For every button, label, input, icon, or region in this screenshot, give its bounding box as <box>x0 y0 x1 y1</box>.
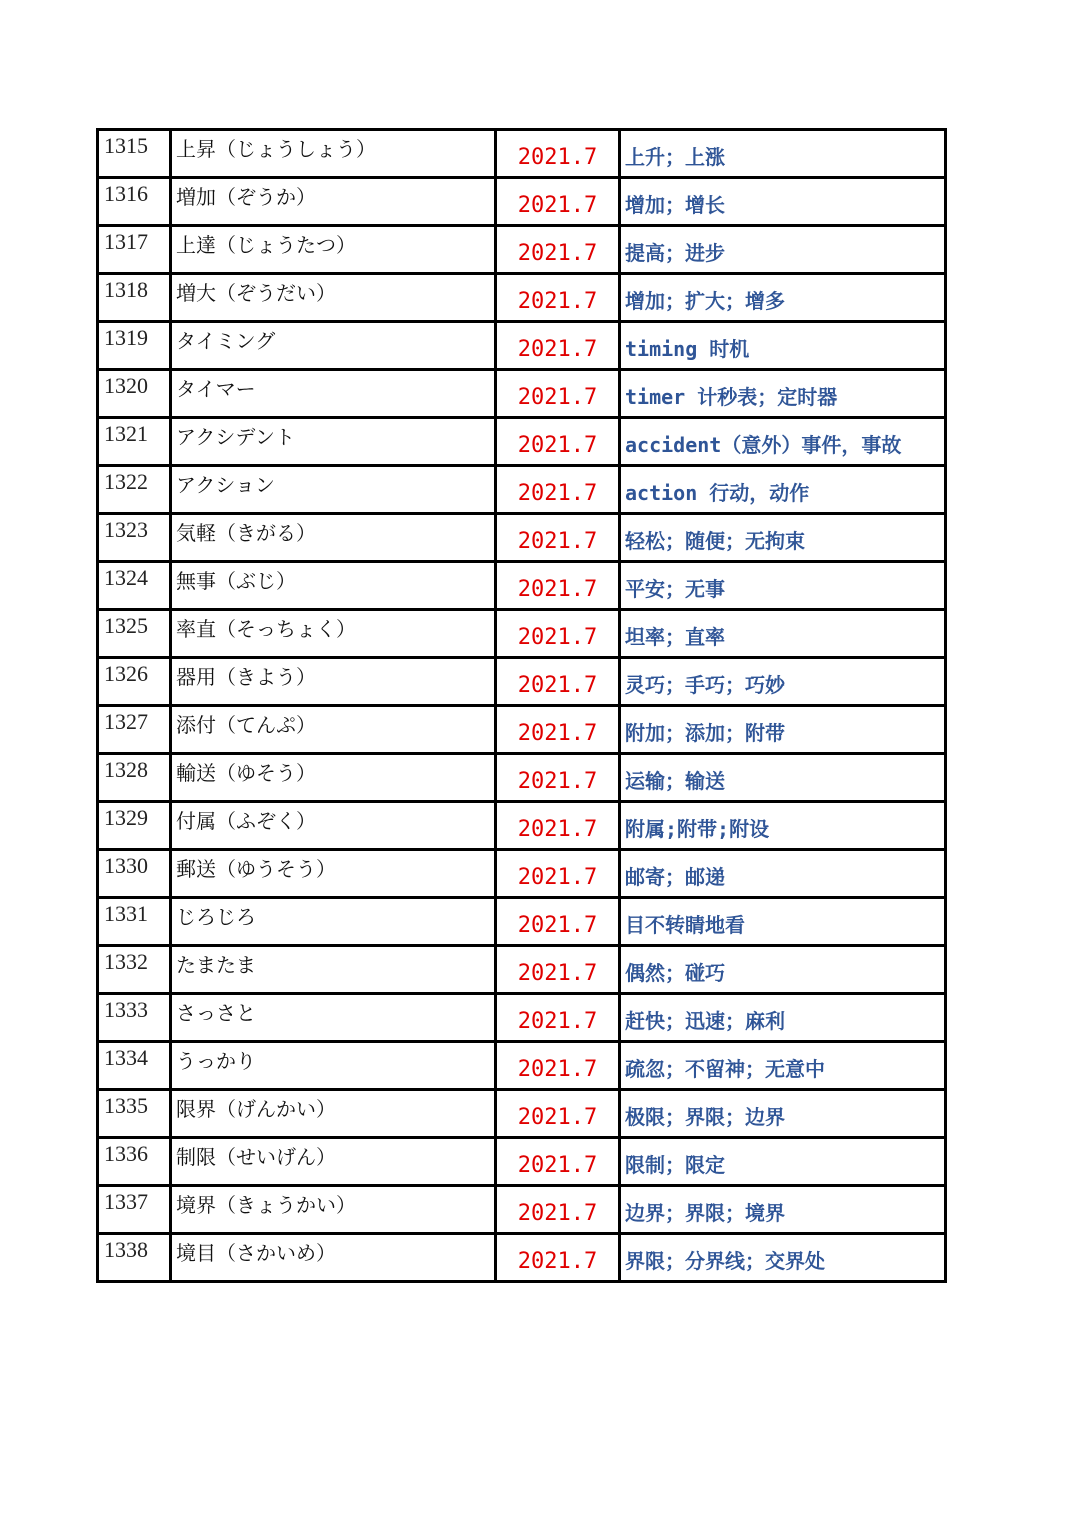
table-row <box>98 226 946 274</box>
japanese-word: 無事（ぶじ） <box>171 562 496 610</box>
japanese-word: タイマー <box>171 370 496 418</box>
chinese-meaning: 平安；无事 <box>620 562 946 610</box>
chinese-meaning: 极限；界限；边界 <box>620 1090 946 1138</box>
chinese-meaning: timing 时机 <box>620 322 946 370</box>
japanese-word: アクション <box>171 466 496 514</box>
japanese-word: 上達（じょうたつ） <box>171 226 496 274</box>
chinese-meaning: 偶然；碰巧 <box>620 946 946 994</box>
date-added: 2021.7 <box>496 274 620 322</box>
date-added: 2021.7 <box>496 946 620 994</box>
table-row <box>98 322 946 370</box>
table-row <box>98 898 946 946</box>
date-added: 2021.7 <box>496 1090 620 1138</box>
chinese-meaning: action 行动，动作 <box>620 466 946 514</box>
date-added: 2021.7 <box>496 802 620 850</box>
chinese-meaning: timer 计秒表；定时器 <box>620 370 946 418</box>
table-row <box>98 274 946 322</box>
table-row <box>98 130 946 178</box>
chinese-meaning: 附属;附带;附设 <box>620 802 946 850</box>
chinese-meaning: 邮寄；邮递 <box>620 850 946 898</box>
entry-number: 1336 <box>98 1138 171 1186</box>
chinese-meaning: 赶快；迅速；麻利 <box>620 994 946 1042</box>
date-added: 2021.7 <box>496 850 620 898</box>
japanese-word: 輸送（ゆそう） <box>171 754 496 802</box>
date-added: 2021.7 <box>496 514 620 562</box>
chinese-meaning: 运输；输送 <box>620 754 946 802</box>
japanese-word: タイミング <box>171 322 496 370</box>
table-row <box>98 802 946 850</box>
entry-number: 1324 <box>98 562 171 610</box>
entry-number: 1330 <box>98 850 171 898</box>
chinese-meaning: accident（意外）事件，事故 <box>620 418 946 466</box>
entry-number: 1337 <box>98 1186 171 1234</box>
japanese-word: たまたま <box>171 946 496 994</box>
chinese-meaning: 轻松；随便；无拘束 <box>620 514 946 562</box>
japanese-word: 付属（ふぞく） <box>171 802 496 850</box>
chinese-meaning: 目不转睛地看 <box>620 898 946 946</box>
entry-number: 1328 <box>98 754 171 802</box>
table-row <box>98 1234 946 1282</box>
entry-number: 1329 <box>98 802 171 850</box>
table-row <box>98 1138 946 1186</box>
table-row <box>98 1090 946 1138</box>
chinese-meaning: 附加；添加；附带 <box>620 706 946 754</box>
entry-number: 1326 <box>98 658 171 706</box>
japanese-word: さっさと <box>171 994 496 1042</box>
japanese-word: 気軽（きがる） <box>171 514 496 562</box>
japanese-word: じろじろ <box>171 898 496 946</box>
chinese-meaning: 提高；进步 <box>620 226 946 274</box>
table-row <box>98 706 946 754</box>
chinese-meaning: 界限；分界线；交界处 <box>620 1234 946 1282</box>
chinese-meaning: 限制；限定 <box>620 1138 946 1186</box>
date-added: 2021.7 <box>496 706 620 754</box>
date-added: 2021.7 <box>496 658 620 706</box>
japanese-word: 添付（てんぷ） <box>171 706 496 754</box>
table-row <box>98 562 946 610</box>
entry-number: 1332 <box>98 946 171 994</box>
japanese-word: 限界（げんかい） <box>171 1090 496 1138</box>
date-added: 2021.7 <box>496 130 620 178</box>
chinese-meaning: 灵巧；手巧；巧妙 <box>620 658 946 706</box>
entry-number: 1322 <box>98 466 171 514</box>
table-row <box>98 418 946 466</box>
japanese-word: 境目（さかいめ） <box>171 1234 496 1282</box>
table-row <box>98 514 946 562</box>
entry-number: 1323 <box>98 514 171 562</box>
date-added: 2021.7 <box>496 1186 620 1234</box>
japanese-word: 境界（きょうかい） <box>171 1186 496 1234</box>
japanese-word: うっかり <box>171 1042 496 1090</box>
japanese-word: 増加（ぞうか） <box>171 178 496 226</box>
japanese-word: 増大（ぞうだい） <box>171 274 496 322</box>
table-row <box>98 1042 946 1090</box>
entry-number: 1335 <box>98 1090 171 1138</box>
table-row <box>98 370 946 418</box>
chinese-meaning: 上升；上涨 <box>620 130 946 178</box>
table-row <box>98 946 946 994</box>
entry-number: 1334 <box>98 1042 171 1090</box>
entry-number: 1331 <box>98 898 171 946</box>
entry-number: 1318 <box>98 274 171 322</box>
date-added: 2021.7 <box>496 418 620 466</box>
japanese-word: 制限（せいげん） <box>171 1138 496 1186</box>
date-added: 2021.7 <box>496 226 620 274</box>
chinese-meaning: 增加；扩大；增多 <box>620 274 946 322</box>
japanese-word: 上昇（じょうしょう） <box>171 130 496 178</box>
entry-number: 1319 <box>98 322 171 370</box>
date-added: 2021.7 <box>496 370 620 418</box>
table-row <box>98 658 946 706</box>
date-added: 2021.7 <box>496 1138 620 1186</box>
entry-number: 1315 <box>98 130 171 178</box>
japanese-word: 率直（そっちょく） <box>171 610 496 658</box>
table-row <box>98 1186 946 1234</box>
table-row <box>98 994 946 1042</box>
entry-number: 1338 <box>98 1234 171 1282</box>
table-row <box>98 850 946 898</box>
date-added: 2021.7 <box>496 610 620 658</box>
table-row <box>98 754 946 802</box>
chinese-meaning: 边界；界限；境界 <box>620 1186 946 1234</box>
date-added: 2021.7 <box>496 1234 620 1282</box>
table-row <box>98 178 946 226</box>
entry-number: 1320 <box>98 370 171 418</box>
entry-number: 1325 <box>98 610 171 658</box>
date-added: 2021.7 <box>496 178 620 226</box>
chinese-meaning: 增加；增长 <box>620 178 946 226</box>
date-added: 2021.7 <box>496 322 620 370</box>
vocabulary-table <box>96 128 947 1283</box>
japanese-word: 郵送（ゆうそう） <box>171 850 496 898</box>
table-row <box>98 610 946 658</box>
vocabulary-table-body <box>98 130 946 1282</box>
entry-number: 1316 <box>98 178 171 226</box>
date-added: 2021.7 <box>496 1042 620 1090</box>
chinese-meaning: 坦率；直率 <box>620 610 946 658</box>
chinese-meaning: 疏忽；不留神；无意中 <box>620 1042 946 1090</box>
date-added: 2021.7 <box>496 466 620 514</box>
japanese-word: アクシデント <box>171 418 496 466</box>
table-row <box>98 466 946 514</box>
date-added: 2021.7 <box>496 754 620 802</box>
entry-number: 1321 <box>98 418 171 466</box>
date-added: 2021.7 <box>496 898 620 946</box>
date-added: 2021.7 <box>496 994 620 1042</box>
date-added: 2021.7 <box>496 562 620 610</box>
entry-number: 1333 <box>98 994 171 1042</box>
japanese-word: 器用（きよう） <box>171 658 496 706</box>
entry-number: 1327 <box>98 706 171 754</box>
entry-number: 1317 <box>98 226 171 274</box>
